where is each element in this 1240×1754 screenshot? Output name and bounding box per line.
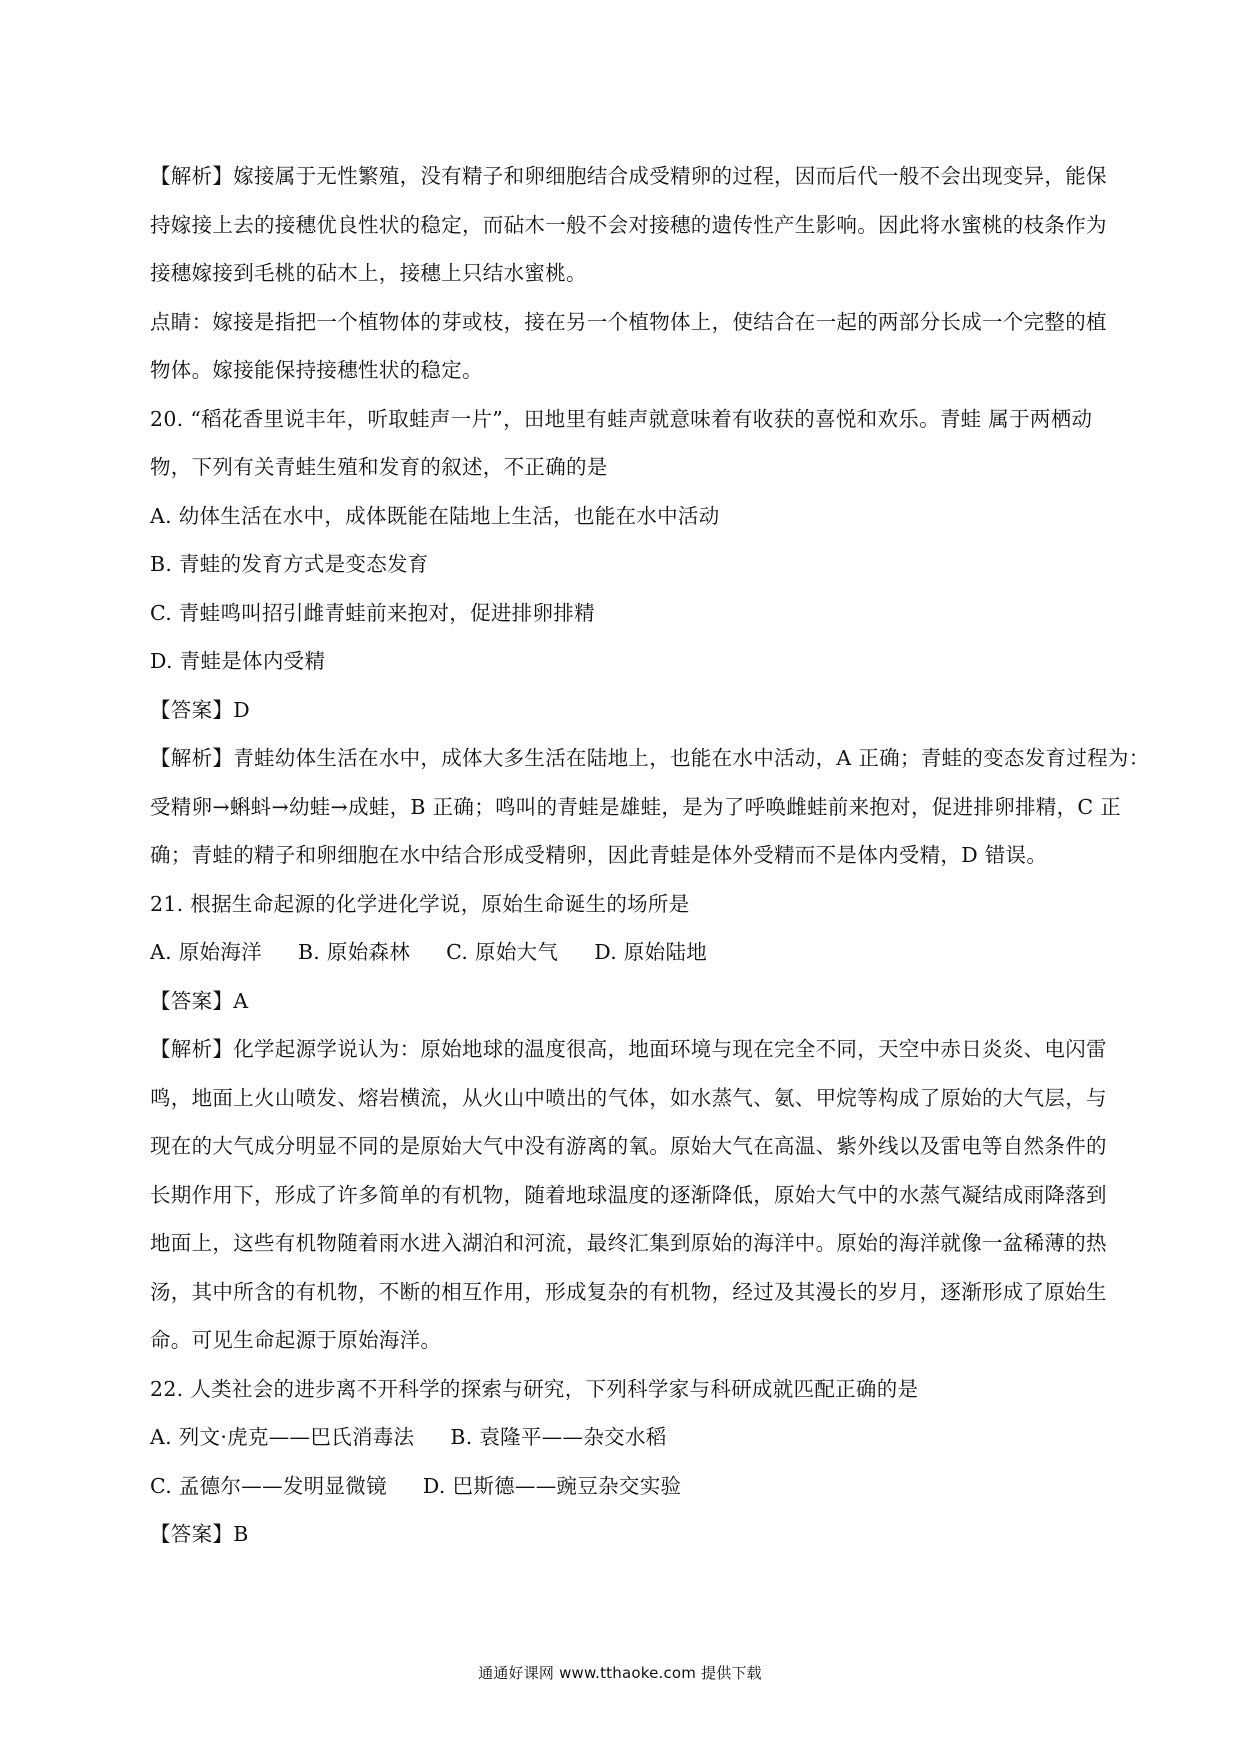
text-line: 【解析】青蛙幼体生活在水中，成体大多生活在陆地上，也能在水中活动，A 正确；青蛙的变态发育过程为：: [150, 746, 1150, 770]
question-22-stem: [150, 1365, 1130, 1414]
text-line: 20. “稻花香里说丰年，听取蛙声一片”，田地里有蛙声就意味着有收获的喜悦和欢乐。青蛙 属于两栖动: [150, 406, 1093, 431]
option-a: A. 原始海洋: [150, 940, 262, 964]
question-20-answer: [150, 686, 1130, 735]
text-line: 鸣，地面上火山喷发、熔岩横流，从火山中喷出的气体，如水蒸气、氨、甲烷等构成了原始的大气层，与: [150, 1085, 1107, 1110]
document-body: [150, 152, 1150, 1559]
text-line: 受精卵→蝌蚪→幼蛙→成蛙，B 正确；鸣叫的青蛙是雄蛙，是为了呼唤雌蛙前来抱对，促进排卵排精，C 正: [150, 794, 1122, 819]
question-21-answer: [150, 977, 1130, 1026]
text-line: 地面上，这些有机物随着雨水进入湖泊和河流，最终汇集到原始的海洋中。原始的海洋就像一盆稀薄的热: [150, 1231, 1107, 1255]
question-22-options-row-2: [150, 1462, 1130, 1511]
text-line: 汤，其中所含的有机物，不断的相互作用，形成复杂的有机物，经过及其漫长的岁月，逐渐形成了原始生: [150, 1279, 1107, 1304]
question-22-answer: [150, 1510, 1130, 1559]
option-d: D. 原始陆地: [594, 940, 708, 964]
question-21-stem: [150, 880, 1130, 929]
question-21-analysis: [150, 1025, 1130, 1365]
option-c: C. 原始大气: [446, 940, 559, 964]
text-line: 【解析】化学起源学说认为：原始地球的温度很高，地面环境与现在完全不同，天空中赤日炎炎、电闪雷: [150, 1037, 1107, 1061]
text-line: 持嫁接上去的接穗优良性状的稳定，而砧木一般不会对接穗的遗传性产生影响。因此将水蜜桃的枝条作为: [150, 212, 1107, 237]
option-a: A. 幼体生活在水中，成体既能在陆地上生活，也能在水中活动: [150, 503, 720, 528]
text-line: 21. 根据生命起源的化学进化学说，原始生命诞生的场所是: [150, 891, 690, 916]
analysis-paragraph-q19: [150, 152, 1130, 298]
option-c: C. 青蛙鸣叫招引雌青蛙前来抱对，促进排卵排精: [150, 600, 595, 625]
option-b: B. 青蛙的发育方式是变态发育: [150, 552, 429, 576]
option-b: B. 原始森林: [297, 940, 411, 964]
answer-line: 【答案】B: [150, 1522, 249, 1546]
text-line: 【解析】嫁接属于无性繁殖，没有精子和卵细胞结合成受精卵的过程，因而后代一般不会出现变异，能保: [150, 164, 1107, 188]
page-footer: 通通好课网 www.tthaoke.com 提供下载: [478, 1664, 762, 1682]
option-d: D. 巴斯德——豌豆杂交实验: [422, 1473, 682, 1498]
text-line: 22. 人类社会的进步离不开科学的探索与研究，下列科学家与科研成就匹配正确的是: [150, 1376, 919, 1401]
question-22-options-row-1: [150, 1413, 1130, 1462]
option-a: A. 列文·虎克——巴氏消毒法: [150, 1425, 415, 1449]
question-20-analysis: [150, 734, 1150, 880]
text-line: 确；青蛙的精子和卵细胞在水中结合形成受精卵，因此青蛙是体外受精而不是体内受精，D 错误。: [150, 843, 1048, 867]
text-line: 现在的大气成分明显不同的是原始大气中没有游离的氧。原始大气在高温、紫外线以及雷电等自然条件的: [150, 1134, 1107, 1158]
answer-line: 【答案】A: [150, 988, 249, 1013]
text-line: 长期作用下，形成了许多简单的有机物，随着地球温度的逐渐降低，原始大气中的水蒸气凝结成雨降落到: [150, 1182, 1107, 1207]
text-line: 物体。嫁接能保持接穗性状的稳定。: [150, 358, 483, 382]
option-c: C. 孟德尔——发明显微镜: [150, 1473, 387, 1498]
note-paragraph-q19: [150, 298, 1130, 395]
text-line: 点睛：嫁接是指把一个植物体的芽或枝，接在另一个植物体上，使结合在一起的两部分长成一个完整的植: [150, 309, 1107, 334]
option-b: B. 袁隆平——杂交水稻: [450, 1425, 667, 1449]
question-21-options: [150, 928, 1130, 977]
text-line: 物，下列有关青蛙生殖和发育的叙述，不正确的是: [150, 455, 608, 479]
answer-line: 【答案】D: [150, 697, 250, 722]
option-d: D. 青蛙是体内受精: [150, 649, 326, 673]
text-line: 接穗嫁接到毛桃的砧木上，接穗上只结水蜜桃。: [150, 261, 587, 285]
question-20-options: [150, 492, 1130, 686]
question-20-stem: [150, 395, 1130, 492]
text-line: 命。可见生命起源于原始海洋。: [150, 1328, 442, 1352]
